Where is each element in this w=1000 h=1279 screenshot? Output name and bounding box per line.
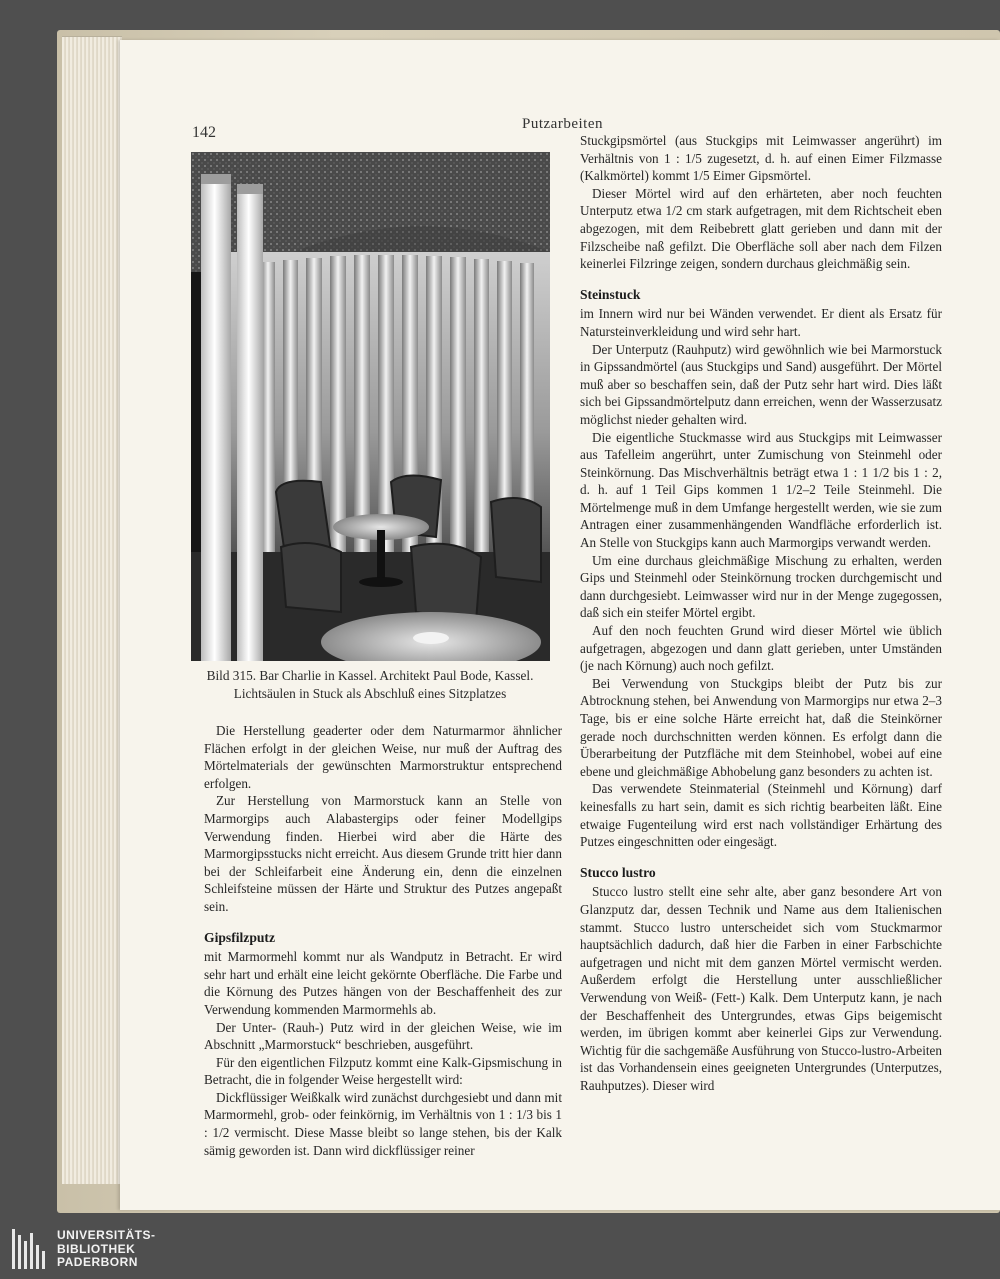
paragraph: Auf den noch feuchten Grund wird dieser Mörtel wie üblich aufgetragen, abgezogen und dann glatt gerieben, unter Umständen (je nach Körnung) auch noch gefilzt.: [580, 623, 942, 674]
paragraph: Die Herstellung geaderter oder dem Naturmarmor ähnlicher Flächen erfolgt in der gleichen Weise, nur muß der Auftrag des Mörtelmaterials der gewünschten Marmorstruktur entsprechend erfolgen.: [204, 723, 562, 791]
figure-photo: [191, 152, 550, 661]
paragraph: Für den eigentlichen Filzputz kommt eine Kalk-Gipsmischung in Betracht, die in folgender Weise hergestellt wird:: [204, 1054, 562, 1088]
paragraph: Das verwendete Steinmaterial (Steinmehl und Körnung) darf keinesfalls zu hart sein, damit es sich richtig bearbeiten läßt. Eine etwaige Fugenteilung wird erst nach vollständiger Erhärtung des Putzes eingeschnitten oder eingesägt.: [580, 781, 942, 850]
library-logo-text: [57, 1229, 156, 1270]
paragraph: Der Unterputz (Rauhputz) wird gewöhnlich wie bei Marmorstuck in Gipssandmörtel (aus Stuckgips und Sand) ausgeführt. Der Mörtel muß aber so beschaffen sein, daß der Putz sehr hart wird. Dies läßt sich bei Gipssandmörtelputz dann erreichen, wenn der Wasserzusatz möglichst nieder gehalten wird.: [580, 341, 942, 427]
paragraph: Der Unter- (Rauh-) Putz wird in der gleichen Weise, wie im Abschnitt „Marmorstuck“ beschrieben, ausgeführt.: [204, 1019, 562, 1053]
paragraph: Stucco lustro stellt eine sehr alte, aber ganz besondere Art von Glanzputz dar, dessen Technik und Name aus dem Italienischen stammt. Stucco lustro unterscheidet sich vom Stuckmarmor hauptsächlich dadurch, daß hier die Farben in einer Farbschichte aufgetragen und nicht mit dem ganzen Mörtel vermischt werden. Außerdem erfolgt die Herstellung unter ausschließlicher Verwendung von Weiß- (Fett-) Kalk. Dem Unterputz kann, je nach der Beschaffenheit des Untergrundes, etwas Gips beigemischt werden, im übrigen kommt aber keinerlei Gips zur Verwendung. Wichtig für die sachgemäße Ausführung von Stucco-lustro-Arbeiten ist das Vorhandensein eines geeigneten Untergrundes (Unterputzes, Rauhputzes). Dieser wird: [580, 884, 942, 1093]
section-heading-stucco-lustro: Stucco lustro: [580, 864, 656, 880]
footer-bar: [0, 1213, 1000, 1279]
logo-line-1: UNIVERSITÄTS-: [57, 1228, 156, 1242]
paragraph: Dieser Mörtel wird auf den erhärteten, aber noch feuchten Unterputz etwa 1/2 cm stark aufgetragen, mit dem Richtscheit eben abgezogen, mit dem Reibebrett glatt gerieben und dann mit der Filzscheibe naß gefilzt. Die Oberfläche soll aber nach dem Filzen keinerlei Filzringe zeigen, sondern durchaus gleichmäßig sein.: [580, 185, 942, 272]
logo-line-3: PADERBORN: [57, 1255, 138, 1269]
library-logo-icon: [12, 1229, 48, 1269]
section-heading-gipsfilzputz: Gipsfilzputz: [204, 929, 275, 945]
caption-line-1: Bild 315. Bar Charlie in Kassel. Architekt Paul Bode, Kassel.: [206, 668, 534, 683]
paragraph: Die eigentliche Stuckmasse wird aus Stuckgips mit Leimwasser aus Tafelleim angerührt, unter Zumischung von Steinmehl oder Steinkörnung. Das Mischverhältnis beträgt etwa 1 : 1 1/2 bis 1 : 2, d. h. auf 1 Teil Gips kommen 1 1/2–2 Teile Steinmehl. Die Mörtelmenge muß in dem Umfange hergestellt werden, wie sie zum Antragen einer zusammenhängenden Wandfläche erforderlich ist. An Stelle von Stuckgips kann auch Marmorgips verwandt werden.: [580, 429, 942, 551]
caption-line-2: Lichtsäulen in Stuck als Abschluß eines Sitzplatzes: [233, 686, 507, 701]
paragraph: Bei Verwendung von Stuckgips bleibt der Putz bis zur Abtrocknung stehen, bei Anwendung von Marmorgips nur etwa 2–3 Tage, bis er eine solche Härte erreicht hat, daß die Steinkörner gerade noch durchschnitten werden können. Es erfolgt dann die Überarbeitung der Putzfläche mit dem Steinhobel, wobei auf eine ebene und gleichmäßige Abhobelung ganz besonders zu achten ist.: [580, 675, 942, 779]
paragraph: Um eine durchaus gleichmäßige Mischung zu erhalten, werden Gips und Steinmehl oder Steinkörnung trocken durchgemischt und dann durchgesiebt. Leimwasser wird nur in der Menge zugegossen, daß sich ein steifer Mörtel ergibt.: [580, 552, 942, 621]
logo-line-2: BIBLIOTHEK: [57, 1241, 136, 1256]
paragraph: Zur Herstellung von Marmorstuck kann an Stelle von Marmorgips auch Alabastergips oder feiner Modellgips Verwendung finden. Hierbei wird aber die Härte des Marmorgipsstucks nicht erreicht. Aus diesem Grunde tritt hier dann bei der Schleifarbeit eine Änderung ein, denn die einzelnen Schleifsteine müssen der Härte und Struktur des Putzes angepaßt sein.: [204, 793, 562, 914]
page-edges: [62, 36, 122, 1184]
paragraph: im Innern wird nur bei Wänden verwendet. Er dient als Ersatz für Natursteinverkleidung und wird sehr hart.: [580, 306, 942, 339]
paragraph: mit Marmormehl kommt nur als Wandputz in Betracht. Er wird sehr hart und erhält eine leicht gekörnte Oberfläche. Die Farbe und die Körnung des Putzes hängen von der Beschaffenheit des zur Verwendung kommenden Marmormehls ab.: [204, 949, 562, 1017]
figure-caption: [201, 667, 539, 703]
paragraph: Dickflüssiger Weißkalk wird zunächst durchgesiebt und dann mit Marmormehl, grob- oder feinkörnig, im Verhältnis von 1 : 1/3 bis 1 : 1/2 vermischt. Diese Masse bleibt so lange stehen, bis der Kalk sämig geworden ist. Dann wird dickflüssiger reiner: [204, 1089, 562, 1158]
page-number: 142: [192, 124, 216, 141]
right-column: [580, 132, 942, 1094]
left-column: [204, 722, 562, 1159]
section-heading-steinstuck: Steinstuck: [580, 286, 641, 302]
running-title: Putzarbeiten: [522, 116, 603, 132]
paragraph: Stuckgipsmörtel (aus Stuckgips mit Leimwasser angerührt) im Verhältnis von 1 : 1/5 zugesetzt, d. h. auf einen Eimer Filzmasse (Kalkmörtel) kommt 1/5 Eimer Gipsmörtel.: [580, 133, 942, 184]
